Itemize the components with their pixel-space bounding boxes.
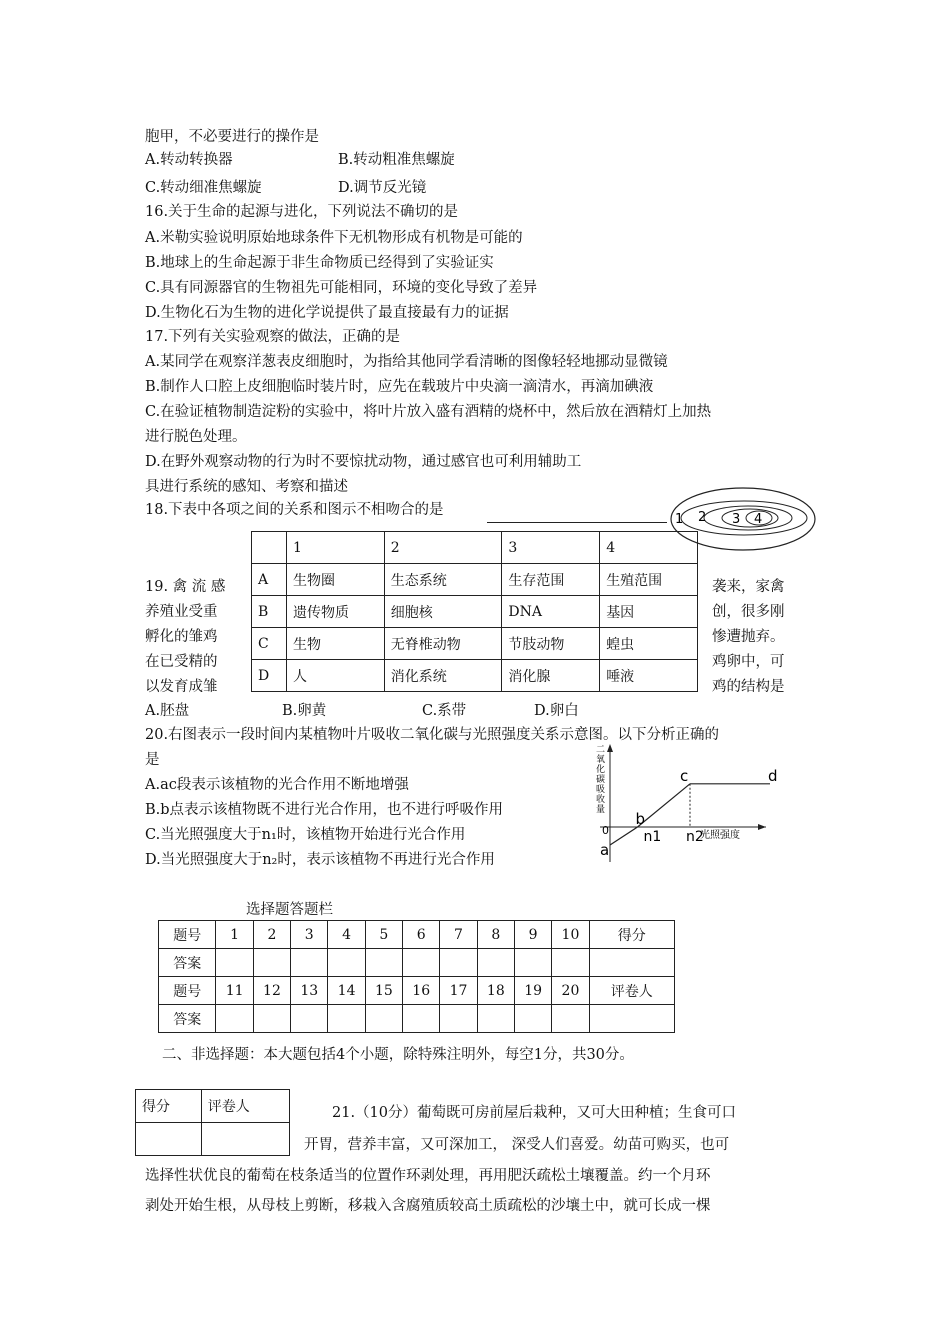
x-axis-label: 光照强度 xyxy=(700,830,740,841)
q19-option-a: A.胚盘 xyxy=(145,703,190,719)
q15-option-c: C.转动细准焦螺旋 xyxy=(145,180,262,196)
table-row: 1 2 3 4 xyxy=(252,532,698,564)
table-row: 答案 xyxy=(159,1005,675,1033)
table-row: A 生物圈 生态系统 生存范围 生殖范围 xyxy=(252,564,698,596)
q21-line-4: 剥处开始生根，从母枝上剪断，移栽入含腐殖质较高土质疏松的沙壤土中，就可长成一棵 xyxy=(145,1198,711,1214)
q19-left-5: 以发育成雏 xyxy=(145,679,218,695)
answer-table xyxy=(158,920,675,1033)
point-label-b: b xyxy=(635,810,646,828)
q18-leader-line xyxy=(487,522,667,523)
table-row: 题号 11 12 13 14 15 16 17 18 19 20 评卷人 xyxy=(159,977,675,1005)
table-row: 得分 评卷人 xyxy=(136,1090,290,1123)
q19-right-3: 惨遭抛弃。 xyxy=(712,629,785,645)
series-segment xyxy=(635,784,691,828)
q15-tail: 胞甲，不必要进行的操作是 xyxy=(145,129,319,145)
score-box xyxy=(135,1089,290,1156)
x-mark-n1: n1 xyxy=(643,829,662,845)
q19-right-2: 创，很多刚 xyxy=(712,604,785,620)
q21-line-2: 开胃，营养丰富，又可深加工， 深受人们喜爱。幼苗可购买，也可 xyxy=(304,1137,730,1153)
diagram-label-2: 2 xyxy=(698,510,707,525)
q20-option-a: A.ac段表示该植物的光合作用不断地增强 xyxy=(145,777,409,793)
y-axis-label: 二氧化碳吸收量 xyxy=(596,745,606,815)
q19-left-4: 在已受精的 xyxy=(145,654,218,670)
q17-line-6: 具进行系统的感知、考察和描述 xyxy=(145,479,348,495)
q20-option-c: C.当光照强度大于n₁时，该植物开始进行光合作用 xyxy=(145,827,466,843)
q18-stem: 18.下表中各项之间的关系和图示不相吻合的是 xyxy=(145,502,444,518)
point-label-c: c xyxy=(680,766,689,785)
q20-stem-cont: 是 xyxy=(145,752,160,768)
q16-stem: 16.关于生命的起源与进化，下列说法不确切的是 xyxy=(145,204,459,220)
q19-option-d: D.卵白 xyxy=(534,703,579,719)
table-row: C 生物 无脊椎动物 节肢动物 蝗虫 xyxy=(252,628,698,660)
diagram-label-1: 1 xyxy=(675,512,684,527)
point-label-d: d xyxy=(768,766,778,785)
q17-line-1: A.某同学在观察洋葱表皮细胞时，为指给其他同学看清晰的图像轻轻地挪动显微镜 xyxy=(145,354,668,370)
table-row: B 遗传物质 细胞核 DNA 基因 xyxy=(252,596,698,628)
point-label-a: a xyxy=(600,841,610,859)
table-row: 答案 xyxy=(159,949,675,977)
q20-stem: 20.右图表示一段时间内某植物叶片吸收二氧化碳与光照强度关系示意图。以下分析正确的 xyxy=(145,727,720,743)
q19-left-1: 19. 禽 流 感 xyxy=(145,579,226,595)
origin-label: 0 xyxy=(602,824,609,837)
q21-line-1: 21.（10分）葡萄既可房前屋后栽种，又可大田种植；生食可口 xyxy=(332,1105,737,1121)
q16-option-d: D.生物化石为生物的进化学说提供了最直接最有力的证据 xyxy=(145,305,509,321)
diagram-label-4: 4 xyxy=(754,512,763,527)
section-2-heading: 二、非选择题：本大题包括4个小题，除特殊注明外，每空1分，共30分。 xyxy=(162,1047,634,1063)
table-row: D 人 消化系统 消化腺 唾液 xyxy=(252,660,698,692)
q16-option-c: C.具有同源器官的生物祖先可能相同，环境的变化导致了差异 xyxy=(145,280,538,296)
q15-option-d: D.调节反光镜 xyxy=(338,180,427,196)
q16-option-b: B.地球上的生命起源于非生命物质已经得到了实验证实 xyxy=(145,255,494,271)
q19-left-3: 孵化的雏鸡 xyxy=(145,629,218,645)
series-segment xyxy=(610,827,638,845)
q19-right-1: 袭来，家禽 xyxy=(712,579,785,595)
q17-line-5: D.在野外观察动物的行为时不要惊扰动物，通过感官也可利用辅助工 xyxy=(145,454,582,470)
table-row: 题号 1 2 3 4 5 6 7 8 9 10 得分 xyxy=(159,921,675,949)
q17-line-3: C.在验证植物制造淀粉的实验中，将叶片放入盛有酒精的烧杯中，然后放在酒精灯上加热 xyxy=(145,404,712,420)
q17-stem: 17.下列有关实验观察的做法，正确的是 xyxy=(145,329,401,345)
x-mark-n2: n2 xyxy=(686,829,704,845)
q19-right-5: 鸡的结构是 xyxy=(712,679,785,695)
x-axis-arrow xyxy=(758,824,766,830)
table-row xyxy=(136,1123,290,1156)
answer-table-title: 选择题答题栏 xyxy=(246,902,333,918)
q16-option-a: A.米勒实验说明原始地球条件下无机物形成有机物是可能的 xyxy=(145,230,523,246)
q19-option-b: B.卵黄 xyxy=(282,703,327,719)
q20-option-b: B.b点表示该植物既不进行光合作用，也不进行呼吸作用 xyxy=(145,802,504,818)
q15-option-b: B.转动粗准焦螺旋 xyxy=(338,152,455,168)
y-axis-arrow xyxy=(607,744,613,752)
q21-line-3: 选择性状优良的葡萄在枝条适当的位置作环剥处理，再用肥沃疏松土壤覆盖。约一个月环 xyxy=(145,1168,711,1184)
q20-option-d: D.当光照强度大于n₂时，表示该植物不再进行光合作用 xyxy=(145,852,495,868)
q17-line-2: B.制作人口腔上皮细胞临时装片时，应先在载玻片中央滴一滴清水，再滴加碘液 xyxy=(145,379,654,395)
q19-option-c: C.系带 xyxy=(422,703,467,719)
q18-table xyxy=(251,531,698,692)
q19-right-4: 鸡卵中，可 xyxy=(712,654,785,670)
co2-light-chart xyxy=(588,742,778,870)
q19-left-2: 养殖业受重 xyxy=(145,604,218,620)
q15-option-a: A.转动转换器 xyxy=(145,152,233,168)
diagram-label-3: 3 xyxy=(732,512,741,527)
q17-line-4: 进行脱色处理。 xyxy=(145,429,247,445)
